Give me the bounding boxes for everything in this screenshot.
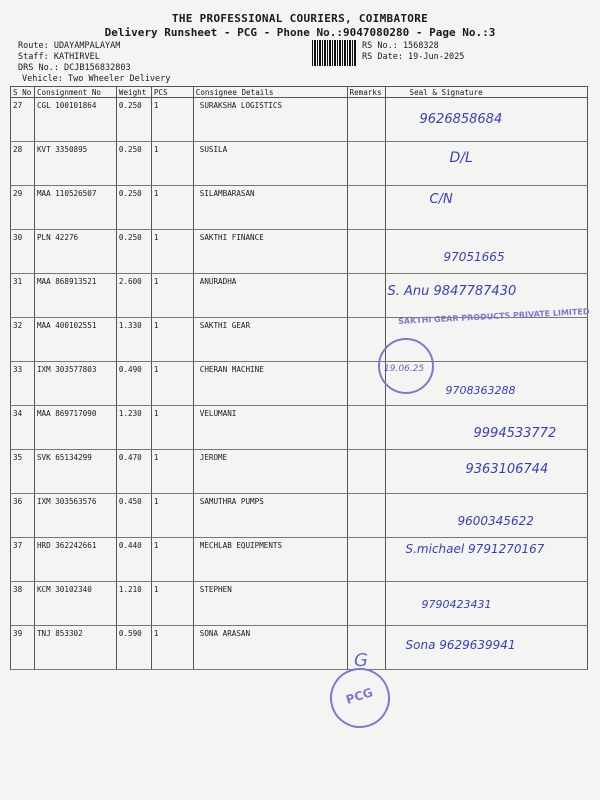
- row-signature: [385, 494, 588, 538]
- table-row: [11, 362, 588, 406]
- col-header: Consignee Details: [193, 87, 347, 98]
- row-signature: [385, 230, 588, 274]
- row-signature: [385, 450, 588, 494]
- staff-label: Staff: KATHIRVEL: [18, 52, 100, 62]
- row-pcs: 1: [151, 362, 193, 406]
- row-consignment-no: PLN 42276: [34, 230, 116, 274]
- handwritten-signature: 97051665: [443, 250, 505, 264]
- row-pcs: 1: [151, 582, 193, 626]
- table-row: [11, 98, 588, 142]
- handwritten-signature: 9363106744: [465, 462, 549, 477]
- row-weight: 0.450: [116, 494, 151, 538]
- table-row: [11, 318, 588, 362]
- document-title: THE PROFESSIONAL COURIERS, COIMBATORE: [171, 12, 429, 25]
- row-sno: 27: [11, 98, 35, 142]
- row-remarks: [347, 230, 385, 274]
- row-consignment-no: CGL 100101864: [34, 98, 116, 142]
- route-label: Route: UDAYAMPALAYAM: [18, 41, 121, 51]
- row-remarks: [347, 186, 385, 230]
- row-weight: 0.250: [116, 186, 151, 230]
- row-remarks: [347, 582, 385, 626]
- row-consignee: VELUMANI: [193, 406, 347, 450]
- handwritten-signature: D/L: [449, 150, 473, 166]
- row-remarks: [347, 538, 385, 582]
- row-remarks: [347, 450, 385, 494]
- row-remarks: [347, 274, 385, 318]
- row-consignee: JEROME: [193, 450, 347, 494]
- handwritten-signature: S.michael 9791270167: [405, 542, 545, 556]
- row-pcs: 1: [151, 450, 193, 494]
- document-subtitle: Delivery Runsheet - PCG - Phone No.:9047080280 - Page No.:3: [104, 26, 496, 39]
- pcg-initial: G: [354, 650, 368, 671]
- barcode-icon: [312, 40, 356, 66]
- row-sno: 29: [11, 186, 35, 230]
- row-weight: 0.490: [116, 362, 151, 406]
- handwritten-signature: 9626858684: [419, 112, 503, 127]
- row-sno: 39: [11, 626, 35, 670]
- row-pcs: 1: [151, 626, 193, 670]
- table-row: [11, 582, 588, 626]
- row-remarks: [347, 406, 385, 450]
- row-consignment-no: MAA 869717090: [34, 406, 116, 450]
- row-consignment-no: IXM 303563576: [34, 494, 116, 538]
- col-header: Consignment No: [34, 87, 116, 98]
- rs-date: RS Date: 19-Jun-2025: [362, 52, 465, 62]
- row-remarks: [347, 98, 385, 142]
- row-sno: 30: [11, 230, 35, 274]
- row-sno: 33: [11, 362, 35, 406]
- row-consignment-no: KVT 3350895: [34, 142, 116, 186]
- row-consignee: STEPHEN: [193, 582, 347, 626]
- row-remarks: [347, 494, 385, 538]
- row-sno: 28: [11, 142, 35, 186]
- pcg-seal-text: PCG: [344, 685, 375, 707]
- row-pcs: 1: [151, 406, 193, 450]
- row-pcs: 1: [151, 98, 193, 142]
- row-weight: 0.250: [116, 142, 151, 186]
- row-weight: 1.330: [116, 318, 151, 362]
- row-sno: 38: [11, 582, 35, 626]
- table-header-row: [11, 87, 588, 98]
- row-consignment-no: TNJ 853302: [34, 626, 116, 670]
- row-consignee: ANURADHA: [193, 274, 347, 318]
- row-signature: [385, 626, 588, 670]
- table-row: [11, 142, 588, 186]
- row-consignee: MECHLAB EQUIPMENTS: [193, 538, 347, 582]
- row-consignee: CHERAN MACHINE: [193, 362, 347, 406]
- row-consignee: SAKTHI FINANCE: [193, 230, 347, 274]
- row-signature: [385, 538, 588, 582]
- row-consignee: SAKTHI GEAR: [193, 318, 347, 362]
- table-row: [11, 186, 588, 230]
- row-remarks: [347, 142, 385, 186]
- row-pcs: 1: [151, 186, 193, 230]
- row-consignment-no: HRD 362242661: [34, 538, 116, 582]
- row-weight: 1.230: [116, 406, 151, 450]
- drs-number: DRS No.: DCJB156832803: [18, 63, 131, 73]
- row-consignment-no: SVK 65134299: [34, 450, 116, 494]
- row-weight: 0.250: [116, 230, 151, 274]
- row-sno: 31: [11, 274, 35, 318]
- row-weight: 0.250: [116, 98, 151, 142]
- row-weight: 0.440: [116, 538, 151, 582]
- col-header: Seal & Signature: [385, 87, 588, 98]
- handwritten-signature: Sona 9629639941: [405, 638, 516, 652]
- row-signature: [385, 582, 588, 626]
- row-pcs: 1: [151, 142, 193, 186]
- handwritten-signature: 9708363288: [445, 384, 516, 397]
- row-consignee: SUSILA: [193, 142, 347, 186]
- row-signature: [385, 98, 588, 142]
- row-pcs: 1: [151, 538, 193, 582]
- row-signature: [385, 186, 588, 230]
- row-signature: [385, 406, 588, 450]
- col-header: Weight: [116, 87, 151, 98]
- row-pcs: 1: [151, 274, 193, 318]
- row-consignee: SURAKSHA LOGISTICS: [193, 98, 347, 142]
- row-weight: 0.590: [116, 626, 151, 670]
- row-pcs: 1: [151, 494, 193, 538]
- col-header: Remarks: [347, 87, 385, 98]
- row-sno: 37: [11, 538, 35, 582]
- handwritten-signature: S. Anu 9847787430: [387, 284, 517, 299]
- row-sno: 34: [11, 406, 35, 450]
- row-pcs: 1: [151, 318, 193, 362]
- row-consignee: SONA ARASAN: [193, 626, 347, 670]
- table-row: [11, 494, 588, 538]
- company-seal-stamp: SAKTHI GEAR PRODUCTS PRIVATE LIMITED: [397, 306, 590, 327]
- handwritten-signature: 9790423431: [421, 598, 492, 611]
- row-consignment-no: MAA 400102551: [34, 318, 116, 362]
- row-consignment-no: MAA 868913521: [34, 274, 116, 318]
- row-sno: 35: [11, 450, 35, 494]
- row-consignment-no: IXM 303577803: [34, 362, 116, 406]
- seal-date: 19.06.25: [384, 364, 425, 374]
- handwritten-signature: 9994533772: [473, 426, 557, 441]
- row-consignment-no: MAA 110526507: [34, 186, 116, 230]
- row-pcs: 1: [151, 230, 193, 274]
- runsheet-table: [10, 86, 588, 670]
- row-weight: 0.470: [116, 450, 151, 494]
- row-weight: 1.210: [116, 582, 151, 626]
- table-row: [11, 230, 588, 274]
- col-header: PCS: [151, 87, 193, 98]
- table-row: [11, 538, 588, 582]
- row-consignee: SAMUTHRA PUMPS: [193, 494, 347, 538]
- col-header: S No: [11, 87, 35, 98]
- rs-number: RS No.: 1568328: [362, 41, 439, 51]
- row-consignee: SILAMBARASAN: [193, 186, 347, 230]
- table-row: [11, 406, 588, 450]
- row-sno: 36: [11, 494, 35, 538]
- vehicle-label: Vehicle: Two Wheeler Delivery: [22, 74, 171, 84]
- table-row: [11, 626, 588, 670]
- row-signature: [385, 142, 588, 186]
- handwritten-signature: 9600345622: [457, 514, 534, 528]
- row-sno: 32: [11, 318, 35, 362]
- table-row: [11, 450, 588, 494]
- row-consignment-no: KCM 30102340: [34, 582, 116, 626]
- pcg-seal-stamp: [322, 660, 398, 736]
- row-weight: 2.600: [116, 274, 151, 318]
- handwritten-signature: C/N: [429, 192, 453, 207]
